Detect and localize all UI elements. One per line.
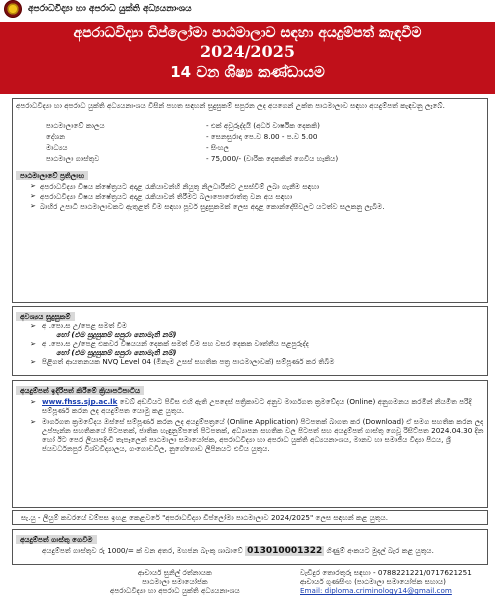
or-note: හෝ (එම සුදුසුකම් සපුරා නොමැති නම්) <box>56 348 177 357</box>
contact-email[interactable]: Email: diploma.criminology14@gmail.com <box>300 586 452 595</box>
list-item: ➢ අ .පො.ස උ/පෙළ සමත් වීම <box>30 321 484 330</box>
detail-value: - සිංහල <box>206 143 230 152</box>
signatory-department: අපරාධවිද්‍යා හා අපරාධ යුක්ති අධ්‍යයනාංශය <box>110 586 240 595</box>
intro-section <box>12 98 488 303</box>
page-footer <box>0 566 495 600</box>
signatory-title: පාඨමාලා සමායෝජක <box>142 577 208 586</box>
fee-text: අයදුම්පත් ගාස්තුව රු 1000/= ක් වන අතර, මහජන බැංකු ශාඛාවේ <box>42 546 243 555</box>
contact-phone: වැඩිදුර තොරතුරු සඳහා - 0788221221/0717621251 <box>300 568 472 577</box>
title-banner <box>0 22 495 94</box>
fee-detail <box>30 546 484 556</box>
fee-text-end: ගිණුම් අංකයට මුදල් බැර කළ යුතුය. <box>326 546 434 555</box>
list-item <box>30 397 484 415</box>
detail-row <box>46 120 484 131</box>
detail-row <box>46 131 484 142</box>
detail-key: මාධ්‍යය <box>46 143 68 152</box>
detail-row <box>46 153 484 164</box>
requirements-heading: අවශ්‍යය සුදුසුකම් <box>16 312 75 321</box>
department-name: අපරාධවිද්‍යා හා අපරාධ යුක්ති අධ්‍යයනාංශය <box>28 4 192 14</box>
banner-title: අපරාධවිද්‍යා ඩිප්ලෝමා පාඨමාලාව සඳහා අයදුම්පත් කැඳවීම <box>73 25 422 41</box>
intro-text: අපරාධවිද්‍යා හා අපරාධ යුක්ති අධ්‍යයනාංශය විසින් පහත සඳහන් සුදුසුකම් සපුරන ලද අයගෙන් උක්ත පාඨමාලාව සඳහා අයදුම්පත් කැඳවනු ලැබේ. <box>16 101 445 110</box>
application-section <box>12 380 488 508</box>
benefits-heading: පාඨමාලාවේ ප්‍රතිලාභ <box>16 171 88 180</box>
signatory-name: ආචාර්ය සුනිල් රත්නායක <box>137 568 212 577</box>
or-note: හෝ (එම සුදුසුකම් සපුරා නොමැති නම්) <box>56 330 177 339</box>
detail-value: - එක් අවුරුද්දයි (අර්ධ වාර්ෂික දෙකකි) <box>206 121 320 130</box>
list-item: ➢ මාර්ගගත ක්‍රමවේදය ඔස්සේ සම්පූර්ණ කරන ලද අයදුම්පත්‍රයේ (Online Application) පිටපතක් බාගත කර (Download) ඒ සමග සහතික කරන ලද උප්පැන්න සහතිකයේ පිටපතක්, ජාතික හැඳුනුම්පතේ පිටපතක්, අධ්‍යාපන සහතික වල පිටපත් සහ අයදුම්පත් ගාස්තු ගෙවූ රිසිට්පත 2024.04.30 දින හෝ ඊට පෙර ලියාපදිංචි තැපෑලෙන් පාඨමාලා සමායෝජක, අපරාධවිද්‍යා හා අපරාධ යුක්ති අධ්‍යයනාංශය, මානව හා සමාජීය විද්‍යා පීඨය, ශ්‍රී ජයවර්ධනපුර විශ්වවිද්‍යාලය, ගංගොඩවිල, නුගේගොඩ ලිපිනයට එවිය යුතුය. <box>30 417 484 453</box>
fee-section <box>12 529 488 565</box>
detail-value: - සෙනසුරාදා පෙ.ව 8.00 - ප.ව 5.00 <box>206 132 318 141</box>
list-item: ➢ අපරාධවිද්‍යා විෂය ක්ෂේත්‍රයට අදාළ රැකියාවන් තිරීමට බලාපොරොත්තු වන අය සඳහා <box>30 192 484 201</box>
detail-key: පාඨමාලාවේ කාලය <box>46 121 105 130</box>
course-details <box>46 120 484 164</box>
banner-year: 2024/2025 <box>200 42 295 61</box>
list-item: ➢ අපරාධවිද්‍යා විෂය ක්ෂේත්‍රයට අදාළ රැකියාවන්හි නියුතු නිලධාරීන්ට උසස්වීම් ලබා ගැනීම සඳහා <box>30 182 484 191</box>
banner-batch: 14 වන ශිෂ්‍ය කණ්ඩායම <box>170 63 325 81</box>
contact-person: ආචාර්ය ගුණසිංහ (පාඨමාලා සමායෝජක සහාය) <box>300 577 446 586</box>
detail-key: පාඨමාලා ගාස්තුව <box>46 154 100 163</box>
university-logo-icon <box>4 0 22 18</box>
detail-value: - 75,000/- (වාරික දෙකකින් ගෙවිය හැකිය) <box>206 154 339 163</box>
list-item: ➢ පිළිගත් ආයතනයක NVQ Level 04 (මීනැම උසස් සහතික පත්‍ර පාඨමාලාවක්) සම්පූර්ණ කර තිබීම <box>30 357 484 366</box>
website-link[interactable]: www.fhss.sjp.ac.lk <box>42 397 118 406</box>
account-number: 013010001322 <box>247 546 323 556</box>
benefits-list <box>30 182 484 211</box>
list-item: ➢ බාහිර උපාධි පාඨමාලාවකට ඇතුළත් වීම සඳහා පූර්ව සුදුසුකමක් ලෙස අදාළ කොන්දේසිවලට යටත්ව සලකනු ලැබීම. <box>30 202 484 211</box>
contact-block <box>300 568 472 595</box>
application-step-1: වෙබ් අඩවියට පිවිස එහි ඇති උපදෙස් පත්‍රිකාවට අනුව මාර්ගගත ක්‍රමවේදය (Online) අනුගමනය කරමින් නියමිත පරිදි සම්පූර්ණ කරන ලද අයදුම්පත යොමු කළ යුතුය. <box>42 397 472 415</box>
fee-heading: අයදුම්පත් ගාස්තු ගෙවීම <box>16 535 97 544</box>
application-heading: අයදුම්පත් ඉදිරිපත් කිරීමේ ක්‍රියාපටිපාටිය <box>16 386 144 395</box>
page-header <box>0 0 495 20</box>
envelope-note: සැ.යු - ලියුම් කවරයේ වම්පස ඉහළ කෙළවරේ "අපරාධවිද්‍යා ඩිප්ලෝමා පාඨමාලාව 2024/2025" ලෙස සඳහන් කළ යුතුය. <box>12 510 488 525</box>
detail-row <box>46 142 484 153</box>
signature-block <box>110 568 240 595</box>
list-item: ➢ අ .පො.ස උ/පෙළ එකවර විෂයයන් දෙකක් සමත් වීම සහ වසර දෙකක වෘත්තීය පළපුරුද්ද <box>30 339 484 348</box>
detail-key: දේශන <box>46 132 66 141</box>
requirements-section <box>12 306 488 376</box>
